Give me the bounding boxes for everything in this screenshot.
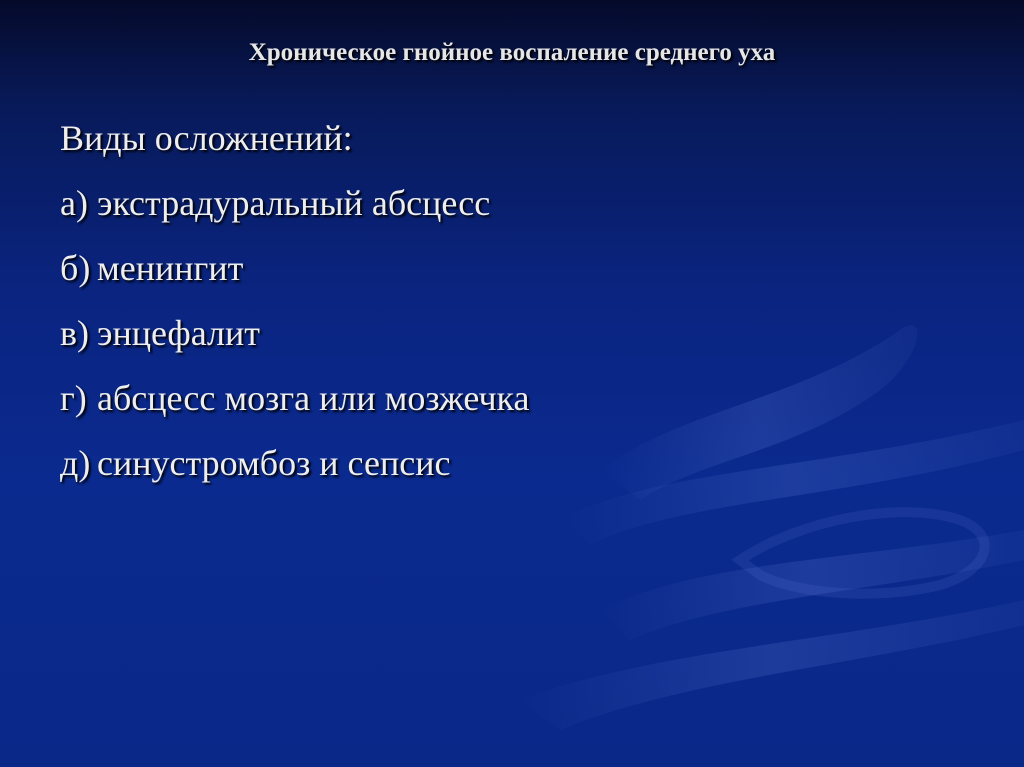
list-item: [60, 301, 1000, 366]
list-item-text: энцефалит: [97, 313, 260, 353]
list-item: [60, 236, 1000, 301]
slide-title: Хроническое гнойное воспаление среднего уха: [248, 39, 776, 66]
list-item-text: абсцесс мозга или мозжечка: [97, 378, 530, 418]
list-item-text: менингит: [97, 248, 244, 288]
list-marker: а): [60, 183, 88, 223]
list-marker: в): [60, 313, 89, 353]
list-item-text: синустромбоз и сепсис: [97, 443, 451, 483]
list-marker: г): [60, 378, 87, 418]
list-heading: Виды осложнений:: [60, 118, 353, 158]
swirl-band: [520, 600, 1024, 730]
complications-list: [60, 106, 1000, 496]
list-item: [60, 431, 1000, 496]
list-item: [60, 171, 1000, 236]
list-marker: д): [60, 443, 91, 483]
list-marker: б): [60, 248, 91, 288]
list-item: [60, 366, 1000, 431]
list-item-text: экстрадуральный абсцесс: [97, 183, 491, 223]
